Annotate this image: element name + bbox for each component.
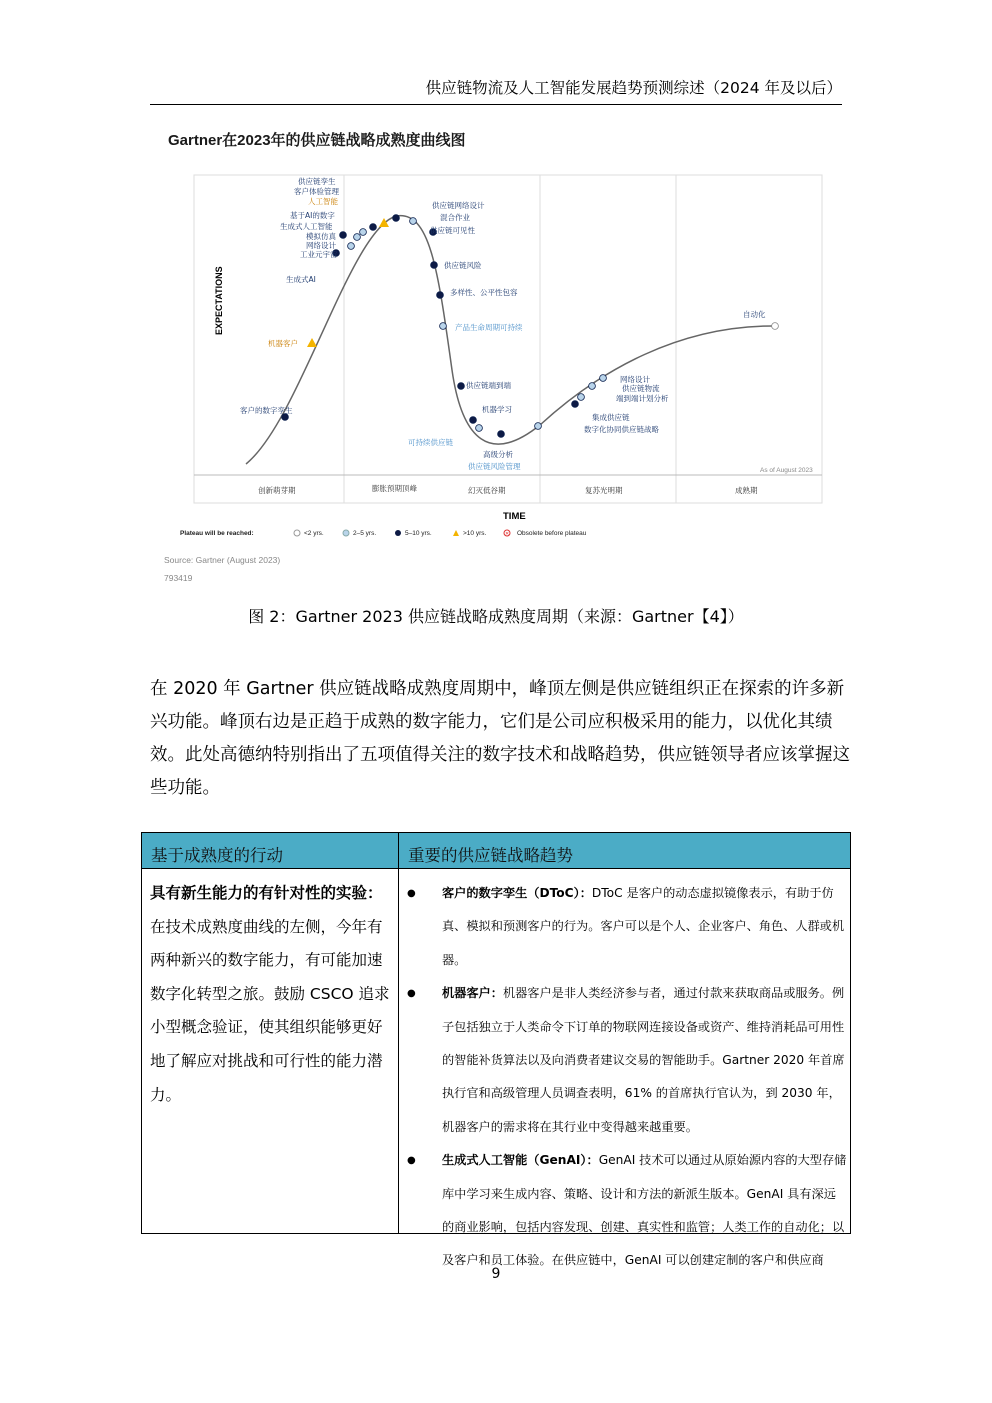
legend-marker: ✕	[505, 531, 510, 537]
x-axis-label: TIME	[503, 511, 526, 522]
list-item	[407, 877, 847, 977]
point-label: 客户体验管理	[294, 187, 339, 196]
legend-item: 5–10 yrs.	[405, 530, 432, 537]
trend-table	[141, 832, 851, 1268]
point-label: 供应链网络设计	[432, 201, 485, 210]
legend-marker	[294, 530, 300, 536]
legend-item: 2–5 yrs.	[353, 530, 377, 537]
point-label: 机器客户	[268, 339, 298, 348]
point-analytics	[498, 431, 505, 438]
point-label: 自动化	[743, 310, 766, 319]
list-item	[407, 977, 847, 1144]
point-label: 高级分析	[483, 450, 513, 459]
figure-title: Gartner在2023年的供应链战略成熟度曲线图	[168, 132, 466, 149]
point	[572, 401, 579, 408]
table-header-trend: 重要的供应链战略趋势	[408, 846, 573, 865]
point	[410, 218, 417, 225]
figure-caption: 图 2：Gartner 2023 供应链战略成熟度周期（来源：Gartner【4】）	[248, 607, 744, 626]
point-label: 客户的数字孪生	[240, 406, 293, 415]
point-automation	[772, 323, 779, 330]
point-label: 供应链孪生	[298, 177, 336, 186]
left-cell-bold: 具有新生能力的有针对性的实验：	[150, 884, 383, 902]
point-label: 混合作业	[440, 213, 470, 222]
phase-label: 幻灭低谷期	[468, 486, 506, 495]
point-dei	[437, 292, 444, 299]
point	[578, 394, 585, 401]
point-label: 人工智能	[308, 197, 338, 206]
point-label: 端到端计划分析	[616, 394, 669, 403]
point	[589, 383, 596, 390]
legend-marker	[453, 530, 459, 536]
point	[535, 423, 542, 430]
point	[354, 234, 361, 241]
point	[348, 243, 355, 250]
page-number: 9	[491, 1266, 501, 1282]
point-label: 基于AI的数字	[290, 211, 335, 220]
legend-marker	[395, 530, 401, 536]
legend-marker	[343, 530, 349, 536]
legend-title: Plateau will be reached:	[180, 530, 254, 537]
table-header	[142, 833, 850, 869]
legend-item: <2 yrs.	[304, 530, 324, 537]
point-label: 可持续供应链	[408, 438, 453, 447]
figure-source: Source: Gartner (August 2023)	[164, 555, 281, 565]
point	[340, 232, 347, 239]
point-label: 网络设计	[620, 375, 650, 384]
point-label: 网络设计	[306, 241, 336, 250]
left-cell-text: 在技术成熟度曲线的左侧，今年有两种新兴的数字能力，有可能加速数字化转型之旅。鼓励 CSCO 追求小型概念验证，使其组织能够更好地了解应对挑战和可行性的能力潜力。	[150, 917, 390, 1104]
point-label: 供应链风险管理	[468, 462, 521, 471]
point-network	[600, 375, 607, 382]
point-peak	[393, 215, 400, 222]
point-label: 生成式人工智能	[280, 222, 333, 231]
bullet-title: 生成式人工智能（GenAI）：	[442, 1153, 599, 1168]
point-label: 集成供应链	[592, 413, 630, 422]
hype-cycle-chart	[160, 120, 840, 595]
point-ml	[470, 417, 477, 424]
point-risk	[431, 262, 438, 269]
bullet-title: 客户的数字孪生（DToC）：	[442, 886, 592, 900]
date-stamp: As of August 2023	[760, 467, 813, 474]
y-axis-label: EXPECTATIONS	[214, 266, 224, 335]
point-label: 多样性、公平性包容	[450, 288, 518, 297]
table-right-cell	[407, 877, 847, 1278]
legend-item: >10 yrs.	[463, 530, 487, 537]
table-header-action: 基于成熟度的行动	[151, 846, 283, 865]
point-label: 数字化协同供应链战略	[584, 425, 659, 434]
phase-label: 膨胀预期顶峰	[372, 484, 417, 493]
point	[476, 425, 483, 432]
point-machine-customer	[307, 338, 317, 347]
point	[360, 229, 367, 236]
point-label: 机器学习	[482, 405, 512, 414]
point-label: 工业元宇宙	[300, 250, 338, 259]
point-ai	[379, 218, 389, 227]
figure-id: 793419	[164, 573, 193, 583]
point-label: 模拟仿真	[306, 232, 336, 241]
bullet-text: DToC 是客户的动态虚拟镜像表示，有助于仿真、模拟和预测客户的行为。客户可以是个人、企业客户、角色、人群或机器。	[442, 886, 845, 967]
point-label: 生成式AI	[286, 275, 316, 284]
point-label: 供应链可见性	[430, 226, 475, 235]
table-left-cell	[150, 877, 392, 1112]
bullet-title: 机器客户：	[442, 986, 503, 1001]
point-label: 供应链端到端	[466, 381, 511, 390]
bullet-text: 机器客户是非人类经济参与者，通过付款来获取商品或服务。例子包括独立于人类命令下订单的物联网连接设备或资产、维持消耗品可用性的智能补货算法以及向消费者建议交易的智能助手。Gartner 2020 年首席执行官和高级管理人员调查表明，61% 的首席执行官认为，到 2030 年，机器客户的需求将在其行业中变得越来越重要。	[442, 986, 845, 1134]
column-divider	[398, 833, 399, 1233]
phase-label: 复苏光明期	[585, 486, 623, 495]
point-label: 供应链风险	[444, 261, 482, 270]
legend-item: Obsolete before plateau	[517, 530, 587, 537]
list-item	[407, 1144, 847, 1278]
body-paragraph: 在 2020 年 Gartner 供应链战略成熟度周期中，峰顶左侧是供应链组织正在探索的许多新兴功能。峰顶右边是正趋于成熟的数字能力，它们是公司应积极采用的能力，以优化其绩效。此处高德纳特别指出了五项值得关注的数字技术和战略趋势，供应链领导者应该掌握这些功能。	[150, 679, 850, 798]
page-header: 供应链物流及人工智能发展趋势预测综述（2024 年及以后）	[150, 76, 842, 105]
bullet-text: GenAI 技术可以通过从原始源内容的大型存储库中学习来生成内容、策略、设计和方法的新派生版本。GenAI 具有深远的商业影响，包括内容发现、创建、真实性和监管；人类工作的自动化；以及客户和员工体验。在供应链中，GenAI 可以创建定制的客户和供应商	[442, 1153, 847, 1268]
hype-cycle-figure	[160, 120, 840, 595]
phase-label: 创新萌芽期	[258, 486, 296, 495]
point	[370, 224, 377, 231]
point-label: 供应链物流	[622, 384, 660, 393]
point-label: 产品生命周期可持续	[455, 323, 523, 332]
point-lifecycle	[440, 323, 447, 330]
point-e2e	[458, 383, 465, 390]
phase-label: 成熟期	[735, 486, 758, 495]
